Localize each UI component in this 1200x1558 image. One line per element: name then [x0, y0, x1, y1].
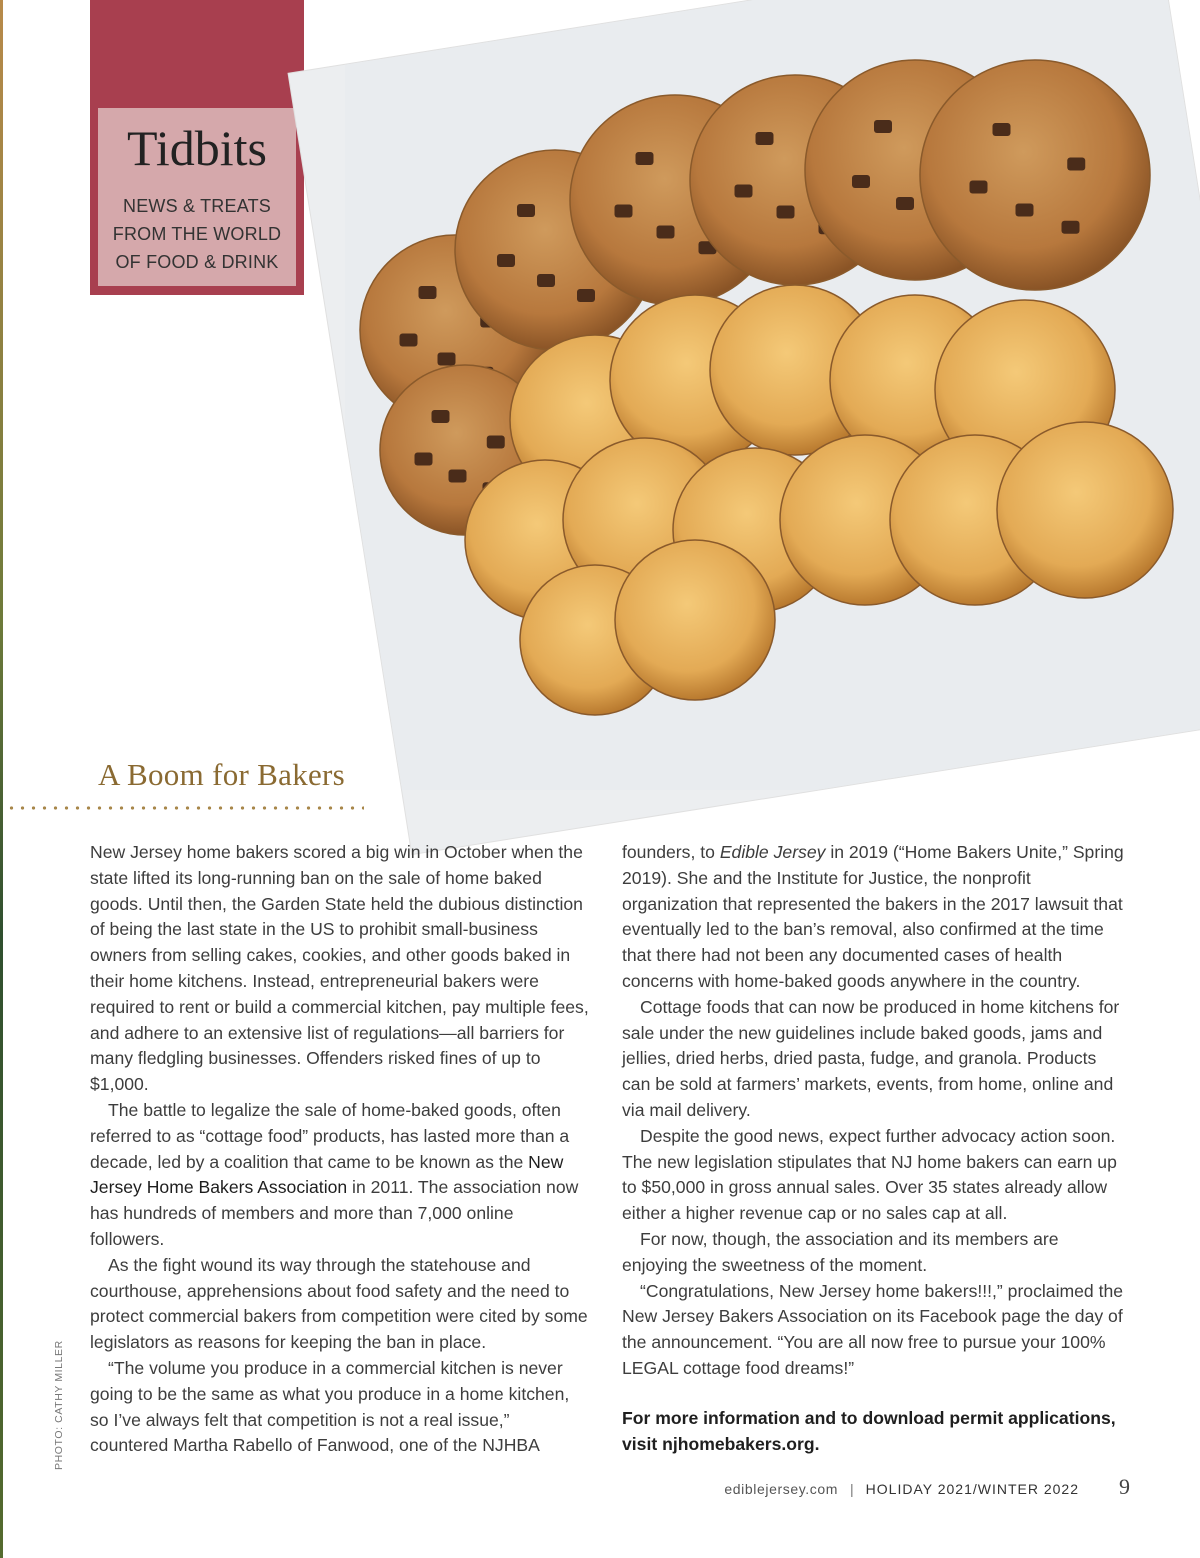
- article-text: founders, to: [622, 842, 720, 862]
- article-headline: A Boom for Bakers: [98, 757, 346, 792]
- article-paragraph: For now, though, the association and its members are enjoying the sweetness of the moment.: [622, 1228, 1059, 1275]
- chocolate-chunk: [615, 205, 633, 218]
- section-subtitle-line: FROM THE WORLD: [112, 224, 282, 244]
- article-paragraph: “Congratulations, New Jersey home bakers!!!,” proclaimed the New Jersey Bakers Association on its Facebook page the day of the announcement. “You are all now free to pursue your 100% LEGAL cottage food dreams!”: [622, 1280, 1124, 1378]
- article-paragraph: [622, 840, 1124, 995]
- section-subtitle-line: NEWS & TREATS: [123, 196, 271, 216]
- chocolate-chunk: [636, 152, 654, 165]
- publication-name: Edible Jersey: [719, 842, 826, 862]
- cookies-photo: [289, 0, 1200, 854]
- chocolate-chunk: [970, 181, 988, 194]
- page-footer: [640, 1474, 1130, 1504]
- cookie: [615, 540, 775, 700]
- chocolate-chunk: [1062, 221, 1080, 234]
- page-edge-stripe: [0, 0, 3, 1558]
- cookies-illustration: [345, 0, 1200, 790]
- footer-separator: |: [850, 1481, 854, 1497]
- article-column-left: [90, 840, 590, 1459]
- chocolate-chunk: [874, 120, 892, 133]
- footer-site: ediblejersey.com: [724, 1481, 839, 1497]
- photo-credit: PHOTO: CATHY MILLER: [53, 1340, 65, 1470]
- chocolate-chunk: [487, 436, 505, 449]
- article-paragraph: As the fight wound its way through the statehouse and courthouse, apprehensions about food safety and the need to protect commercial bakers from competition were cited by some legislators as reasons for keeping the ban in place.: [90, 1254, 588, 1353]
- chocolate-chunk: [400, 334, 418, 347]
- chocolate-chunk: [993, 123, 1011, 136]
- chocolate-chunk: [415, 453, 433, 466]
- chocolate-chunk: [756, 132, 774, 145]
- chocolate-chunk: [1016, 204, 1034, 217]
- chocolate-chunk: [777, 206, 795, 219]
- article-text: in 2011. The association now has hundreds of members and more than 7,000 online followers.: [90, 1177, 579, 1249]
- article-text: in 2019 (“Home Bakers Unite,” Spring 2019). She and the Institute for Justice, the nonprofit organization that represented the bakers in the 2017 lawsuit that eventually led to the ban’s removal, also confirmed at the time that there had not been any documented cases of health concerns with home-baked goods anywhere in the country.: [622, 842, 1124, 991]
- chocolate-chunk: [1067, 158, 1085, 171]
- cookie: [920, 60, 1150, 290]
- section-banner-label-box: [98, 108, 296, 286]
- chocolate-chunk: [438, 353, 456, 366]
- chocolate-chunk: [657, 226, 675, 239]
- article-paragraph: “The volume you produce in a commercial kitchen is never going to be the same as what you produce in a home kitchen, so I’ve always felt that competition is not a real issue,” countered Martha Rabello of Fanwood, one of the NJHBA: [90, 1357, 570, 1456]
- chocolate-chunk: [852, 175, 870, 188]
- chocolate-chunk: [577, 289, 595, 302]
- chocolate-chunk: [497, 254, 515, 267]
- section-subtitle-line: OF FOOD & DRINK: [115, 252, 279, 272]
- article-column-right: [622, 840, 1124, 1457]
- chocolate-chunk: [735, 184, 753, 197]
- chocolate-chunk: [432, 410, 450, 423]
- page-number: 9: [1119, 1474, 1130, 1499]
- chocolate-chunk: [537, 274, 555, 287]
- association-name: New Jersey Home Bakers Association: [90, 1151, 564, 1198]
- article-paragraph: Despite the good news, expect further advocacy action soon. The new legislation stipulates that NJ home bakers can earn up to $50,000 in gross annual sales. Over 35 states already allow either a higher revenue cap or no sales cap at all.: [622, 1125, 1117, 1224]
- dotted-divider: [6, 806, 364, 810]
- article-text: The battle to legalize the sale of home-baked goods, often referred to as “cottage food” products, has lasted more than a decade, led by a coalition that came to be known as the: [90, 1099, 570, 1172]
- footer-issue: HOLIDAY 2021/WINTER 2022: [865, 1481, 1079, 1497]
- section-banner: [90, 0, 304, 295]
- chocolate-chunk: [517, 204, 535, 217]
- cookie: [997, 422, 1173, 598]
- section-title: Tidbits: [127, 120, 267, 176]
- call-to-action: For more information and to download permit applications, visit njhomebakers.org.: [622, 1407, 1116, 1454]
- article-paragraph: Cottage foods that can now be produced in home kitchens for sale under the new guidelines include baked goods, jams and jellies, dried herbs, dried pasta, fudge, and granola. Products can be sold at farmers’ markets, events, from home, online and via mail delivery.: [622, 996, 1120, 1120]
- section-subtitle: [98, 192, 296, 276]
- chocolate-chunk: [419, 286, 437, 299]
- chocolate-chunk: [896, 197, 914, 210]
- article-paragraph: New Jersey home bakers scored a big win in October when the state lifted its long-running ban on the sale of home baked goods. Until then, the Garden State held the dubious distinction of being the last state in the US to prohibit small-business owners from selling cakes, cookies, and other goods baked in their home kitchens. Instead, entrepreneurial bakers were required to rent or build a commercial kitchen, pay multiple fees, and adhere to an extensive list of regulations—all barriers for many fledgling businesses. Offenders risked fines of up to $1,000.: [90, 842, 589, 1095]
- article-paragraph: [90, 1098, 590, 1253]
- chocolate-chunk: [449, 470, 467, 483]
